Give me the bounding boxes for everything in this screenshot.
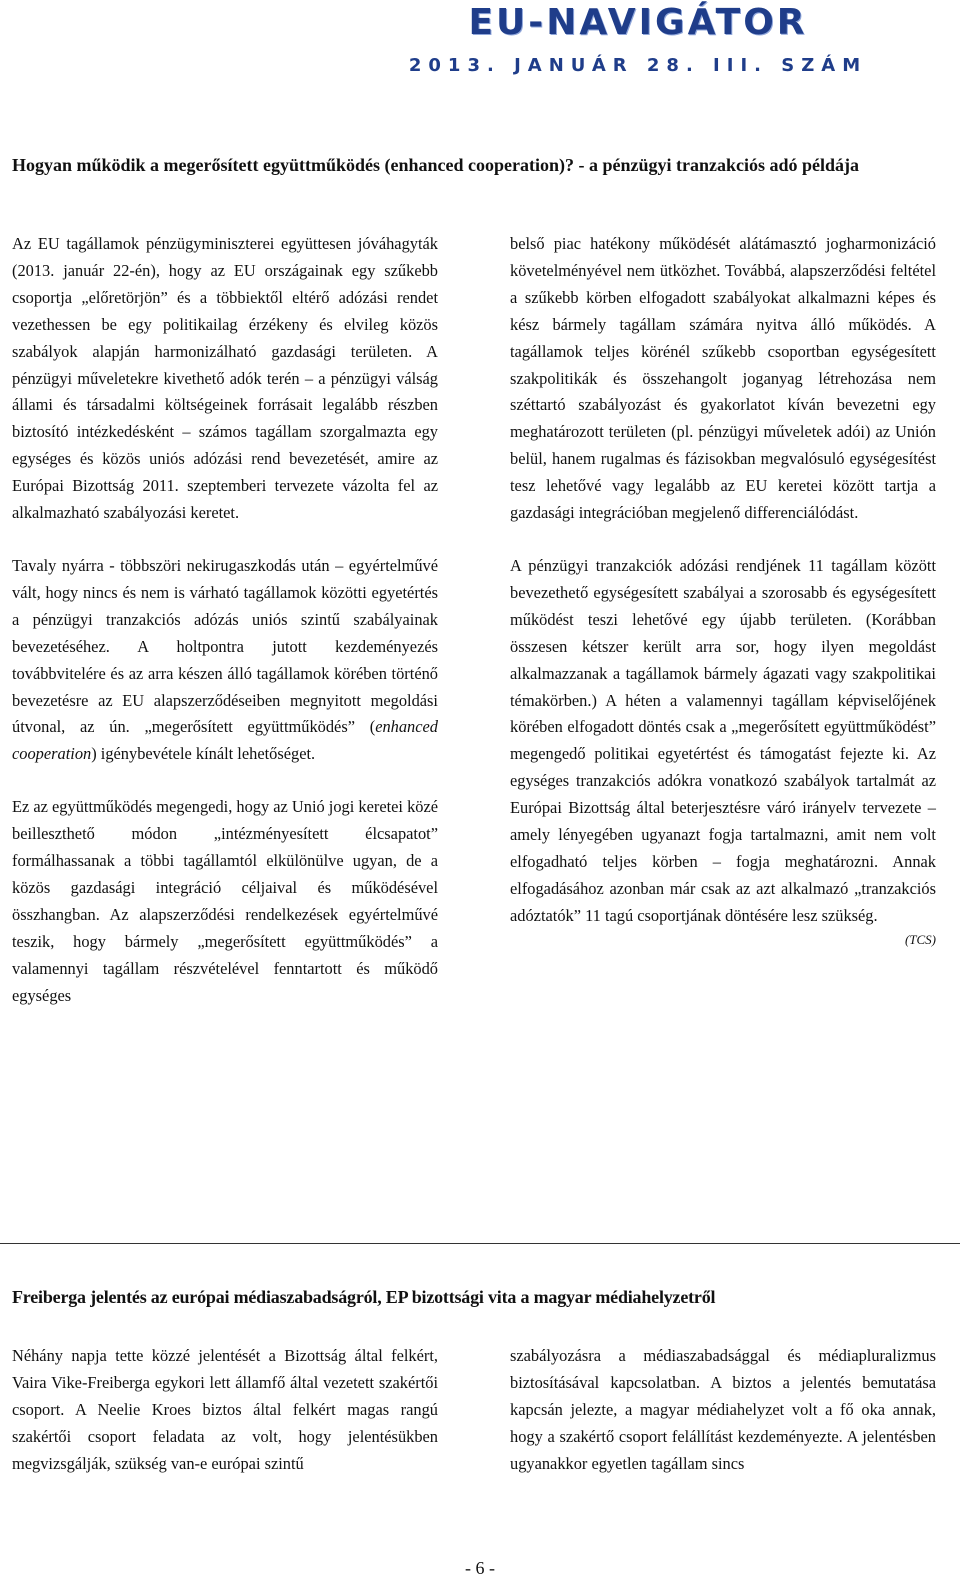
masthead xyxy=(408,0,960,90)
article-1-paragraph-2 xyxy=(12,553,438,768)
article-2-left-column xyxy=(12,1343,438,1504)
article-1-paragraph-3: Ez az együttműködés megengedi, hogy az Unió jogi keretei közé beilleszthető módon „intézményesített élcsapatot” formálhassanak a többi tagállamtól elkülönülve ugyan, de a közös gazdasági integráció céljaival és működésével összhangban. Az alapszerződési rendelkezések egyértelművé teszik, hogy bármely „megerősített együttműködés” a valamennyi tagállam részvételével fenntartott és működő egységes xyxy=(12,797,439,1005)
paragraph-2-text-a: Tavaly nyárra - többszöri nekirugaszkodás után – egyértelművé vált, hogy nincs és nem is várható tagállamok közötti egyetértés a pénzügyi tranzakciós adózás uniós szintű szabályainak bevezetéséhez. A holtpontra jutott kezdeményezés továbbvitelére és az arra készen álló tagállamok körében történő bevezetésre az EU alapszerződéseiben megnyitott megoldási útvonal, az ún. „megerősített együttműködés” ( xyxy=(12,555,438,737)
article-1-paragraph-4: belső piac hatékony működését alátámasztó jogharmonizáció követelményével nem ütközhet. Továbbá, alapszerződési feltétel a szűkebb körben elfogadott szabályokat alkalmazni képes és kész bármely tagállam számára nyitva álló működés. A tagállamok teljes körénél szűkebb csoportban egységesített szakpolitikák és összehangolt joganyag létrehozása nem széttartó szabályozást és gyakorlatot kíván bevezetni egy meghatározott területen (pl. pénzügyi műveletek adói) az Unión belül, hanem rugalmas és fázisokban megvalósuló egységesítést tesz lehetővé vagy legalább az EU keretei között tartja a gazdasági integrációban megjelenő differenciálódást. xyxy=(510,234,936,523)
article-2-paragraph-2: szabályozásra a médiaszabadsággal és médiapluralizmus biztosításával kapcsolatban. A biztos a jelentés bemutatása kapcsán jelezte, a magyar médiahelyzet volt a fő oka annak, hogy a szakértő csoport felállítást kezdeményezte. A jelentésben ugyanakkor egyetlen tagállam sincs xyxy=(510,1346,936,1473)
article-2-heading: Freiberga jelentés az európai médiaszabadságról, EP bizottsági vita a magyar médiahelyzetről xyxy=(12,1287,716,1307)
newsletter-title: EU-NAVIGÁTOR xyxy=(468,2,808,43)
article-2-paragraph-1: Néhány napja tette közzé jelentését a Bizottság által felkért, Vaira Vike-Freiberga egykori lett államfő által vezetett szakértői csoport. A Neelie Kroes biztos által felkért magas rangú szakértői csoport feladata az volt, hogy jelentésükben megvizsgálják, szükség van-e európai szintű xyxy=(12,1346,438,1473)
article-1-right-column xyxy=(510,231,936,950)
issue-line: 2013. JANUÁR 28. III. SZÁM xyxy=(408,55,868,76)
article-1-left-column xyxy=(12,231,438,1035)
article-1-heading: Hogyan működik a megerősített együttműködés (enhanced cooperation)? - a pénzügyi tranzakciós adó példája xyxy=(12,155,859,175)
article-1-paragraph-1: Az EU tagállamok pénzügyminiszterei együttesen jóváhagyták (2013. január 22-én), hogy az EU országainak egy szűkebb csoportja „előretörjön” és a többiektől eltérő adózási rendet vezethessen be egy politikailag érzékeny és elvileg közös szabályok alapján harmonizálható gazdasági területen. A pénzügyi műveletekre kivethető adók terén – a pénzügyi válság állami és társadalmi költségeinek forrásait legalább részben biztosító intézkedésként – számos tagállam szorgalmazta egy egységes és közös uniós adózási rend bevezetését, amire az Európai Bizottság 2011. szeptemberi tervezete vázolta fel az alkalmazható szabályozási keretet. xyxy=(12,234,438,523)
page-number: - 6 - xyxy=(465,1558,495,1578)
article-1-paragraph-5: A pénzügyi tranzakciók adózási rendjének 11 tagállam között bevezethető egységesített szabályai a szorosabb és egységesített működést teszi lehetővé egy újabb területen. (Korábban összesen kétszer került arra sor, hogy ilyen megoldást alkalmazzanak a tagállamok bármely ágazati vagy szakpolitikai témakörben.) A héten a valamennyi tagállam képviselőjének körében elfogadott döntés csak a „megerősített együttműködést” megengedő politikai egyetértést és támogatást fejezte ki. Az egységes tranzakciós adókra vonatkozó szabályok tartalmát az Európai Bizottság által beterjesztésre váró irányelv tervezete – amely lényegében ugyanazt fogja tartalmazni, amit nem volt elfogadható teljes körben – fogja meghatározni. Annak elfogadásához azonban már csak az azt alkalmazó „tranzakciós adóztatók” 11 tagú csoportjának döntésére lesz szükség. xyxy=(510,555,936,925)
enhanced-cooperation-term: enhanced cooperation xyxy=(12,717,438,764)
section-divider xyxy=(0,1243,960,1244)
paragraph-2-text-b: ) igénybevétele kínált lehetőséget. xyxy=(91,744,316,764)
author-signature: (TCS) xyxy=(904,931,936,947)
article-2-right-column xyxy=(510,1343,936,1504)
